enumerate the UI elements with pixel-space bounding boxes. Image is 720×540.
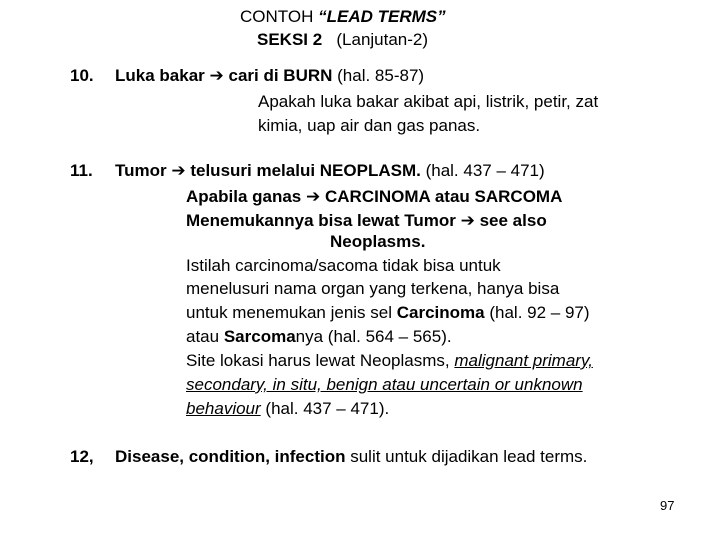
desc-text: CARCINOMA atau SARCOMA: [324, 187, 563, 206]
arrow-right-icon: ➔: [306, 187, 321, 206]
item-term: Disease, condition, infection: [115, 447, 346, 466]
desc-text: Apabila ganas: [186, 187, 302, 206]
item-11-desc-line: [186, 351, 593, 371]
desc-text: see also: [479, 211, 547, 230]
item-11-desc-line: [186, 375, 583, 395]
item-action: cari di BURN: [228, 66, 333, 85]
item-11-desc-line: menelusuri nama organ yang terkena, hanya bisa: [186, 279, 560, 298]
item-number: 11.: [70, 161, 93, 180]
item-11-desc-line: [186, 211, 547, 231]
desc-text: (hal. 437 – 471).: [265, 399, 390, 418]
item-rest: sulit untuk dijadikan lead terms.: [350, 447, 588, 466]
desc-text: behaviour: [186, 399, 261, 418]
item-11-desc-line: [330, 232, 425, 252]
arrow-right-icon: ➔: [460, 211, 475, 230]
item-11-desc-line: [186, 187, 562, 207]
item-11-desc-line: Istilah carcinoma/sacoma tidak bisa untuk: [186, 256, 501, 275]
continuation-label: (Lanjutan-2): [336, 30, 429, 49]
desc-text: Site lokasi harus lewat Neoplasms,: [186, 351, 450, 370]
item-11-heading: [70, 161, 93, 181]
title-lead-terms: “LEAD TERMS”: [318, 7, 446, 26]
item-10-heading: [70, 66, 94, 86]
item-11-desc-line: [186, 399, 389, 419]
item-term: Tumor: [115, 161, 167, 180]
title-prefix: CONTOH: [240, 7, 314, 26]
page-number: 97: [660, 498, 675, 513]
desc-text: malignant primary,: [454, 351, 593, 370]
arrow-right-icon: ➔: [209, 66, 224, 85]
desc-text: atau: [186, 327, 220, 346]
item-ref: (hal. 85-87): [337, 66, 425, 85]
item-10-desc-line: Apakah luka bakar akibat api, listrik, petir, zat: [258, 92, 599, 111]
item-number: 12,: [70, 447, 94, 466]
item-ref: (hal. 437 – 471): [425, 161, 545, 180]
desc-text: secondary, in situ, benign atau uncertain or unknown: [186, 375, 583, 394]
item-10-line: [115, 66, 424, 86]
item-12-heading: [70, 447, 94, 467]
item-action: telusuri melalui NEOPLASM.: [190, 161, 421, 180]
page-subtitle: [257, 30, 428, 50]
desc-text: Sarcoma: [223, 327, 296, 346]
item-12-line: [115, 447, 587, 467]
arrow-right-icon: ➔: [171, 161, 186, 180]
desc-text: Menemukannya bisa lewat Tumor: [186, 211, 456, 230]
desc-text: Carcinoma: [396, 303, 485, 322]
item-11-desc-line: [186, 327, 452, 347]
desc-text: Neoplasms.: [330, 232, 426, 251]
page-title: [240, 7, 446, 27]
item-11-desc-line: [186, 303, 590, 323]
desc-text: untuk menemukan jenis sel: [186, 303, 393, 322]
desc-text: (hal. 92 – 97): [489, 303, 590, 322]
desc-text: nya (hal. 564 – 565).: [295, 327, 452, 346]
item-number: 10.: [70, 66, 94, 85]
item-11-line: [115, 161, 545, 181]
section-label: SEKSI 2: [257, 30, 323, 49]
item-term: Luka bakar: [115, 66, 205, 85]
item-10-desc-line: kimia, uap air dan gas panas.: [258, 116, 481, 135]
